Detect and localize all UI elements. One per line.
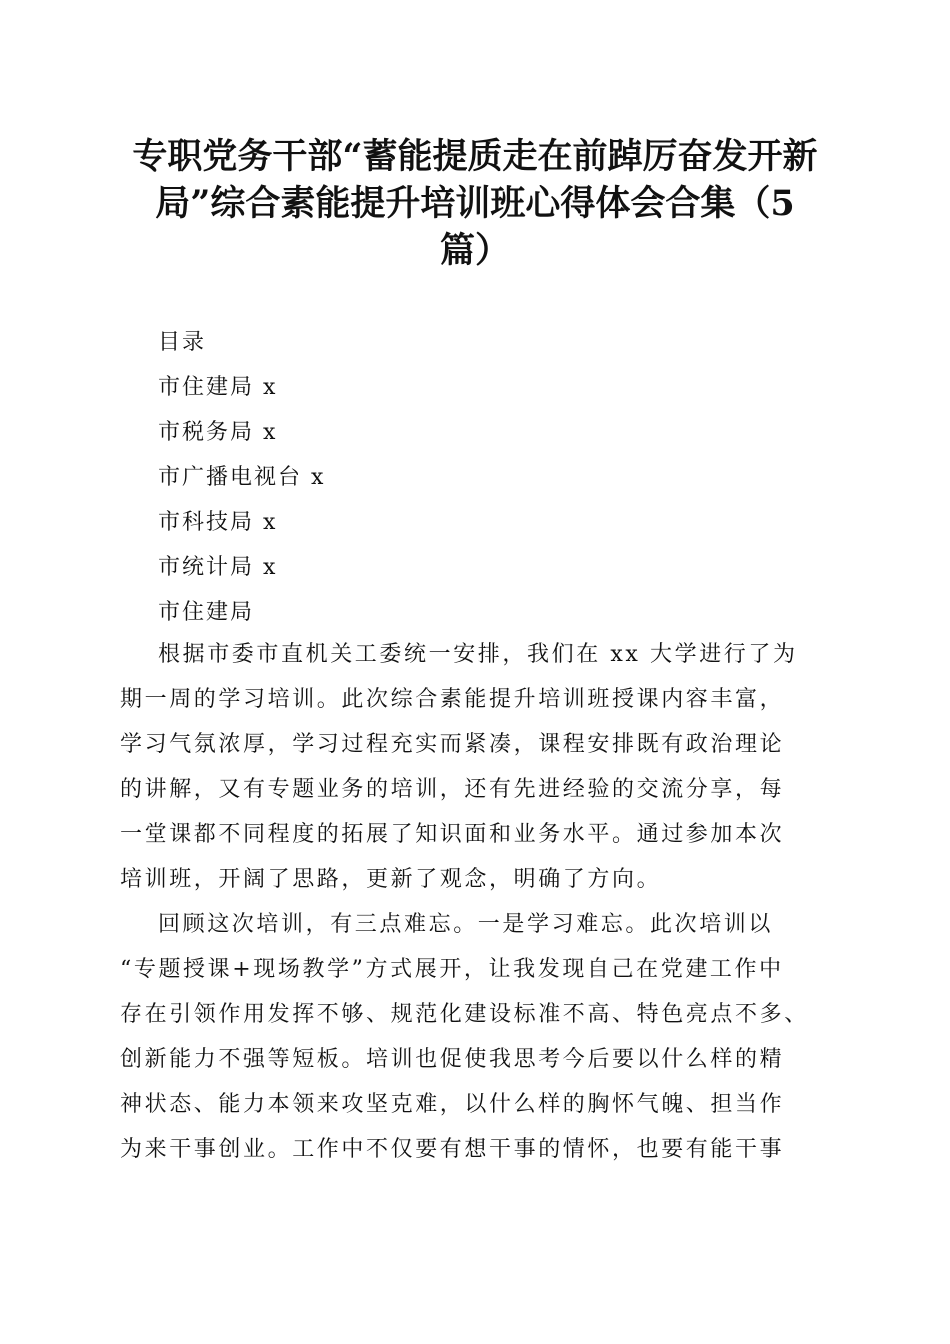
toc-item: 市统计局 x: [158, 555, 278, 580]
paragraph-line: 培训班，开阔了思路，更新了观念，明确了方向。: [120, 867, 662, 892]
section-heading: 市住建局: [158, 600, 255, 625]
paragraph-line: “专题授课+现场教学”方式展开，让我发现自己在党建工作中: [120, 957, 784, 982]
toc-item: 市广播电视台 x: [158, 465, 326, 490]
toc-heading: 目录: [158, 330, 207, 355]
paragraph-line: 回顾这次培训，有三点难忘。一是学习难忘。此次培训以: [158, 912, 774, 937]
paragraph-line: 期一周的学习培训。此次综合素能提升培训班授课内容丰富，: [120, 687, 785, 712]
paragraph-2: [120, 902, 832, 1172]
paragraph-line: 根据市委市直机关工委统一安排，我们在 xx 大学进行了为: [158, 642, 798, 667]
paragraph-line: 的讲解，又有专题业务的培训，还有先进经验的交流分享，每: [120, 777, 785, 802]
toc-item: 市科技局 x: [158, 510, 278, 535]
paragraph-1: [120, 632, 832, 902]
paragraph-line: 创新能力不强等短板。培训也促使我思考今后要以什么样的精: [120, 1047, 785, 1072]
table-of-contents: [158, 320, 325, 635]
paragraph-line: 一堂课都不同程度的拓展了知识面和业务水平。通过参加本次: [120, 822, 785, 847]
toc-item: 市税务局 x: [158, 420, 278, 445]
paragraph-line: 存在引领作用发挥不够、规范化建设标准不高、特色亮点不多、: [120, 1002, 809, 1027]
title-line-1: 专职党务干部“蓄能提质走在前踔厉奋发开新: [132, 136, 818, 177]
body-text: [120, 632, 832, 1172]
title-line-2: 局”综合素能提升培训班心得体会合集（5: [155, 183, 795, 224]
document-title: [100, 133, 850, 274]
toc-item: 市住建局 x: [158, 375, 278, 400]
paragraph-line: 为来干事创业。工作中不仅要有想干事的情怀，也要有能干事: [120, 1137, 785, 1162]
paragraph-line: 神状态、能力本领来攻坚克难，以什么样的胸怀气魄、担当作: [120, 1092, 785, 1117]
title-line-3: 篇）: [439, 230, 510, 271]
paragraph-line: 学习气氛浓厚，学习过程充实而紧凑，课程安排既有政治理论: [120, 732, 785, 757]
